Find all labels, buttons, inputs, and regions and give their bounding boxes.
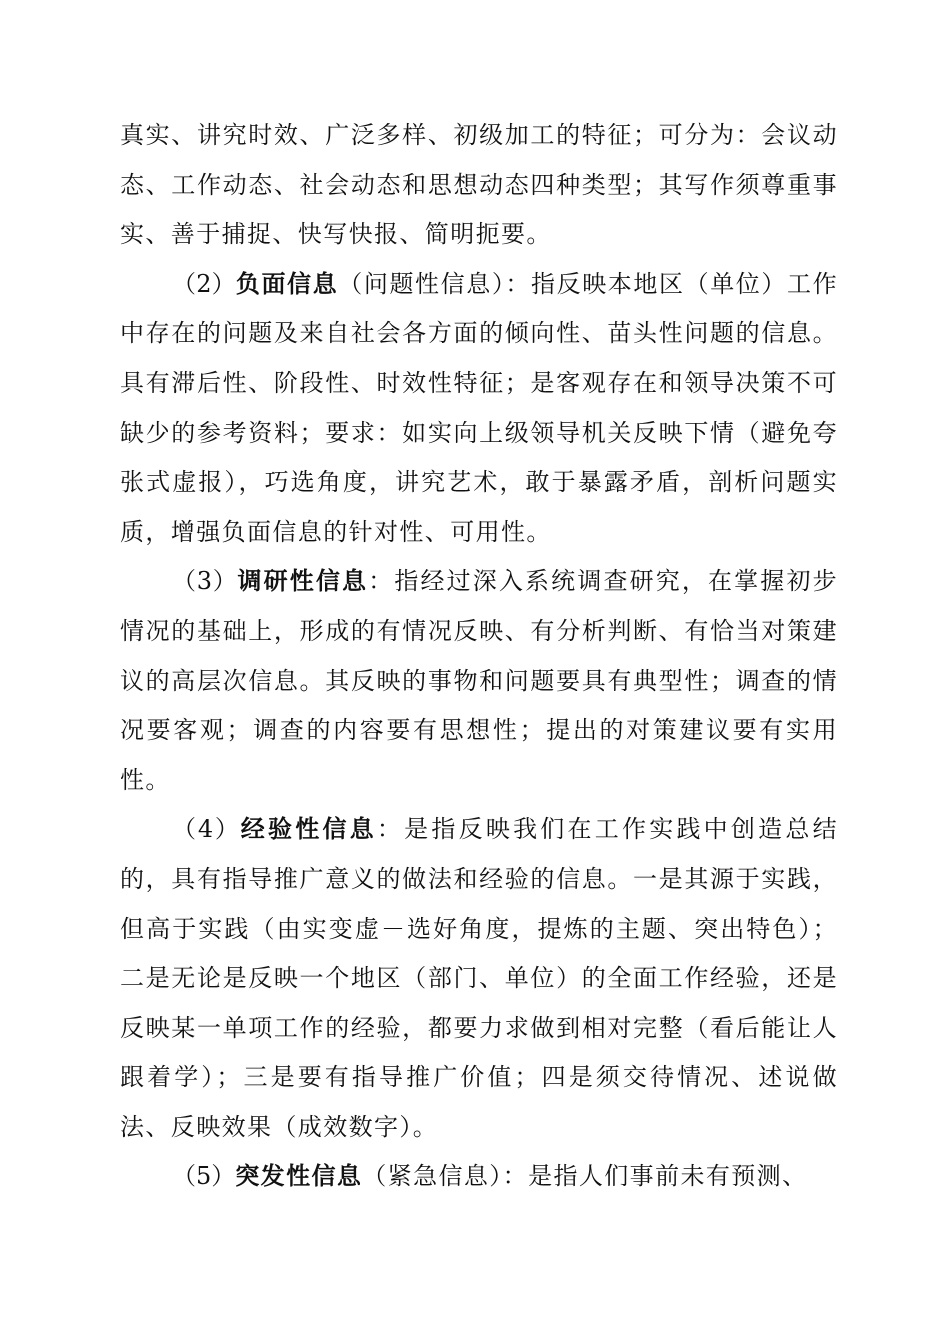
paragraph-3-text: ：指经过深入系统调查研究，在掌握初步情况的基础上，形成的有情况反映、有分析判断、有恰当对策建议的高层次信息。其反映的事物和问题要具有典型性；调查的情况要客观；调查的内容要有思想性；提出的对策建议要有实用性。 [120, 567, 838, 794]
paragraph-3-number: （3） [172, 567, 238, 596]
document-body [120, 111, 838, 1202]
paragraph-1 [120, 111, 838, 260]
paragraph-5 [120, 1152, 838, 1202]
paragraph-4-text: ：是指反映我们在工作实践中创造总结的，具有指导推广意义的做法和经验的信息。一是其源于实践，但高于实践（由实变虚－选好角度，提炼的主题、突出特色）；二是无论是反映一个地区（部门、单位）的全面工作经验，还是反映某一单项工作的经验，都要力求做到相对完整（看后能让人跟着学）；三是要有指导推广价值；四是须交待情况、述说做法、反映效果（成效数字）。 [120, 815, 838, 1141]
paragraph-3-term: 调研性信息 [237, 567, 369, 596]
paragraph-2-number: （2） [172, 269, 236, 298]
paragraph-5-term: 突发性信息 [235, 1162, 363, 1191]
paragraph-4-number: （4） [172, 815, 241, 844]
paragraph-2-term: 负面信息 [235, 269, 339, 298]
paragraph-2 [120, 260, 838, 558]
paragraph-2-text: （问题性信息）：指反映本地区（单位）工作中存在的问题及来自社会各方面的倾向性、苗头性问题的信息。具有滞后性、阶段性、时效性特征；是客观存在和领导决策不可缺少的参考资料；要求：如实向上级领导机关反映下情（避免夸张式虚报），巧选角度，讲究艺术，敢于暴露矛盾，剖析问题实质，增强负面信息的针对性、可用性。 [120, 269, 838, 546]
paragraph-4 [120, 805, 838, 1152]
paragraph-3 [120, 557, 838, 805]
paragraph-4-term: 经验性信息 [240, 815, 377, 844]
paragraph-1-text: 真实、讲究时效、广泛多样、初级加工的特征；可分为：会议动态、工作动态、社会动态和思想动态四种类型；其写作须尊重事实、善于捕捉、快写快报、简明扼要。 [120, 121, 838, 249]
paragraph-5-number: （5） [172, 1162, 236, 1191]
paragraph-5-text: （紧急信息）：是指人们事前未有预测、 [362, 1162, 808, 1191]
